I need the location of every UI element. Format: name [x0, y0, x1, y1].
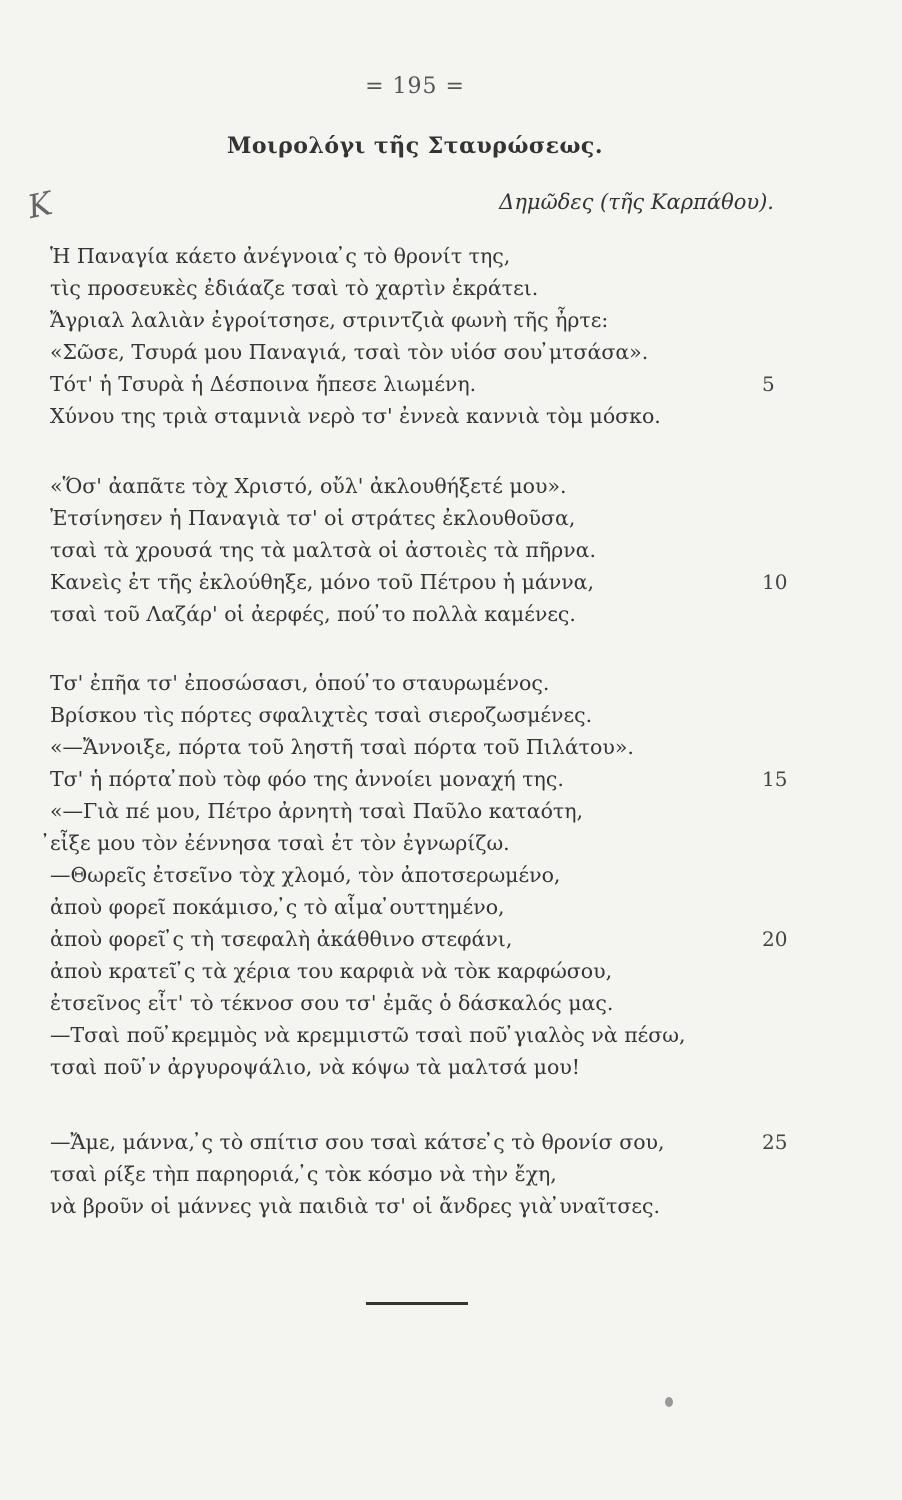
line-text: τσαὶ τὰ χρουσά της τὰ μαλτσὰ οἱ ἀστοιὲς τὰ πῆρνα.	[50, 538, 597, 562]
line-text: —Ἄμε, μάννα, ̓ς τὸ σπίτισ σου τσαὶ κάτσε ̓ς τὸ θρονίσ σου,	[50, 1130, 665, 1154]
poem-title: Μοιρολόγι τῆς Σταυρώσεως.	[227, 133, 603, 159]
poem-subtitle: Δημῶδες (τῆς Καρπάθου).	[499, 190, 774, 214]
poem-line	[50, 1019, 810, 1051]
stanza-3	[50, 667, 810, 1115]
poem-line	[50, 1126, 810, 1158]
poem-line	[50, 923, 810, 955]
line-text: Τσ' ἡ πόρτα ̓ποὺ τὸφ φόο της ἀννοίει μοναχή της.	[50, 767, 564, 791]
poem-line	[50, 368, 810, 400]
line-text: Τότ' ἡ Τσυρὰ ἡ Δέσποινα ἤπεσε λιωμένη.	[50, 372, 477, 396]
poem-line	[50, 763, 810, 795]
poem-line	[50, 272, 810, 304]
line-text: «—Γιὰ πέ μου, Πέτρο ἀρνητὴ τσαὶ Παῦλο καταότη,	[50, 799, 584, 823]
line-text: ἀποὺ φορεῖ ποκάμισο, ̓ς τὸ αἷμα ̓ουττημένο,	[50, 895, 505, 919]
poem-line	[50, 1190, 810, 1222]
line-text: Κανεὶς ἐτ τῆς ἐκλούθηξε, μόνο τοῦ Πέτρου ἡ μάννα,	[50, 570, 595, 594]
poem-line	[50, 827, 810, 859]
line-text: «—Ἄννοιξε, πόρτα τοῦ ληστῆ τσαὶ πόρτα τοῦ Πιλάτου».	[50, 735, 634, 759]
line-text: —Θωρεῖς ἐτσεῖνο τὸχ χλομό, τὸν ἀποτσερωμένο,	[50, 863, 561, 887]
poem-line	[50, 240, 810, 272]
poem-line	[50, 859, 810, 891]
poem-line	[50, 891, 810, 923]
line-text: ἀποὺ κρατεῖ ̓ς τὰ χέρια του καρφιὰ νὰ τὸκ καρφώσου,	[50, 959, 613, 983]
line-text: Χύνου της τριὰ σταμνιὰ νερὸ τσ' ἐννεὰ καννιὰ τὸμ μόσκο.	[50, 404, 661, 428]
margin-annotation: Κ	[24, 183, 56, 227]
poem-line	[50, 336, 810, 368]
line-number: 5	[762, 372, 775, 396]
line-text: ἐτσεῖνος εἶτ' τὸ τέκνοσ σου τσ' ἐμᾶς ὁ δάσκαλός μας.	[50, 991, 614, 1015]
line-number: 15	[762, 767, 788, 791]
poem-line	[50, 955, 810, 987]
poem-line	[50, 795, 810, 827]
line-text: ̓εἶξε μου τὸν ἐέννησα τσαὶ ἐτ τὸν ἐγνωρίζω.	[50, 831, 510, 855]
poem-line	[50, 987, 810, 1019]
poem-line	[50, 400, 810, 432]
line-text: τσαὶ ποῦ ̓ν ἀργυροψάλιο, νὰ κόψω τὰ μαλτσά μου!	[50, 1055, 581, 1079]
poem-line	[50, 1158, 810, 1190]
line-text: νὰ βροῦν οἱ μάννες γιὰ παιδιὰ τσ' οἱ ἄνδρες γιὰ ̓υναῖτσες.	[50, 1194, 660, 1218]
line-text: Βρίσκου τὶς πόρτες σφαλιχτὲς τσαὶ σιεροζωσμένες.	[50, 703, 593, 727]
poem-line	[50, 470, 810, 502]
poem-line	[50, 534, 810, 566]
line-number: 25	[762, 1130, 788, 1154]
ink-speck	[665, 1397, 673, 1407]
end-rule-divider	[366, 1302, 468, 1305]
line-text: τσαὶ ρίξε τὴπ παρηοριά, ̓ς τὸκ κόσμο νὰ τὴν ἔχη,	[50, 1162, 557, 1186]
line-text: τσαὶ τοῦ Λαζάρ' οἱ ἀερφές, πού ̓το πολλὰ καμένες.	[50, 602, 576, 626]
poem-line	[50, 304, 810, 336]
line-text: «Σῶσε, Τσυρά μου Παναγιά, τσαὶ τὸν υἱόσ σου ̓μτσάσα».	[50, 340, 649, 364]
line-text: Ἡ Παναγία κάετο ἀνέγνοια ̓ς τὸ θρονίτ της,	[50, 244, 511, 268]
stanza-4	[50, 1126, 810, 1222]
poem-line	[50, 502, 810, 534]
line-text: Ἐτσίνησεν ἡ Παναγιὰ τσ' οἱ στράτες ἐκλουθοῦσα,	[50, 506, 576, 530]
page-number: = 195 =	[365, 74, 465, 99]
stanza-2	[50, 470, 810, 630]
line-text: Ἄγριαλ λαλιὰν ἐγροίτσησε, στριντζιὰ φωνὴ τῆς ἦρτε:	[50, 308, 609, 332]
poem-line	[50, 667, 810, 699]
line-number: 20	[762, 927, 788, 951]
line-text: «Ὅσ' ἀαπᾶτε τὸχ Χριστό, οὔλ' ἀκλουθήξετέ μου».	[50, 474, 567, 498]
poem-line	[50, 1083, 810, 1115]
line-text: ἀποὺ φορεῖ ̓ς τὴ τσεφαλὴ ἀκάθθινο στεφάνι,	[50, 927, 513, 951]
stanza-1	[50, 240, 810, 432]
line-text: —Τσαὶ ποῦ ̓κρεμμὸς νὰ κρεμμιστῶ τσαὶ ποῦ ̓γιαλὸς νὰ πέσω,	[50, 1023, 686, 1047]
poem-line	[50, 699, 810, 731]
line-text: Τσ' ἐπῆα τσ' ἐποσώσασι, ὁπού ̓το σταυρωμένος.	[50, 671, 550, 695]
poem-line	[50, 598, 810, 630]
line-text: τὶς προσευκὲς ἐδιάαζε τσαὶ τὸ χαρτὶν ἐκράτει.	[50, 276, 539, 300]
poem-line	[50, 731, 810, 763]
poem-line	[50, 1051, 810, 1083]
poem-line	[50, 566, 810, 598]
line-number: 10	[762, 570, 788, 594]
